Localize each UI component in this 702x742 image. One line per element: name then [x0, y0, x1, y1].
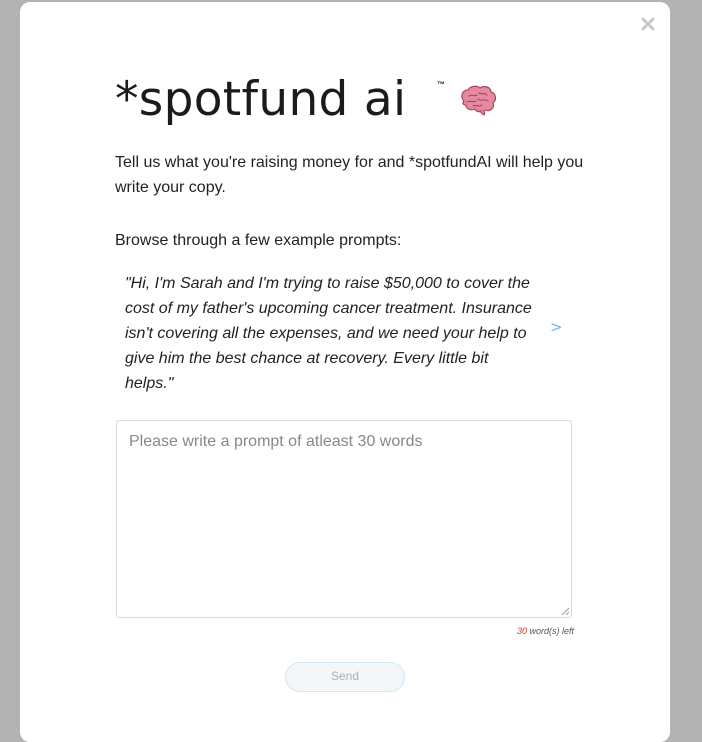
send-button[interactable]: Send	[285, 662, 405, 692]
modal-dialog	[20, 2, 670, 742]
logo-text: *spotfund ai	[115, 72, 407, 127]
trademark-mark: ™	[437, 80, 445, 89]
brand-logo	[115, 72, 495, 132]
close-icon[interactable]	[639, 15, 657, 33]
browse-prompts-label: Browse through a few example prompts:	[115, 232, 402, 249]
word-count-number: 30	[516, 626, 527, 636]
close-button[interactable]	[639, 15, 657, 33]
prompt-input[interactable]	[116, 420, 572, 618]
intro-text: Tell us what you're raising money for and *spotfundAI will help you write your copy.	[115, 154, 584, 196]
word-count	[450, 626, 574, 636]
next-example-button[interactable]: >	[550, 318, 563, 336]
word-count-suffix: word(s) left	[526, 626, 574, 636]
resize-handle-icon[interactable]	[561, 607, 570, 616]
example-prompt: "Hi, I'm Sarah and I'm trying to raise $50,000 to cover the cost of my father's upcoming cancer treatment. Insurance isn't covering all the expenses, and we need your help to give him the best chance at recovery. Every little bit helps."	[125, 275, 532, 392]
brain-icon	[458, 84, 498, 116]
